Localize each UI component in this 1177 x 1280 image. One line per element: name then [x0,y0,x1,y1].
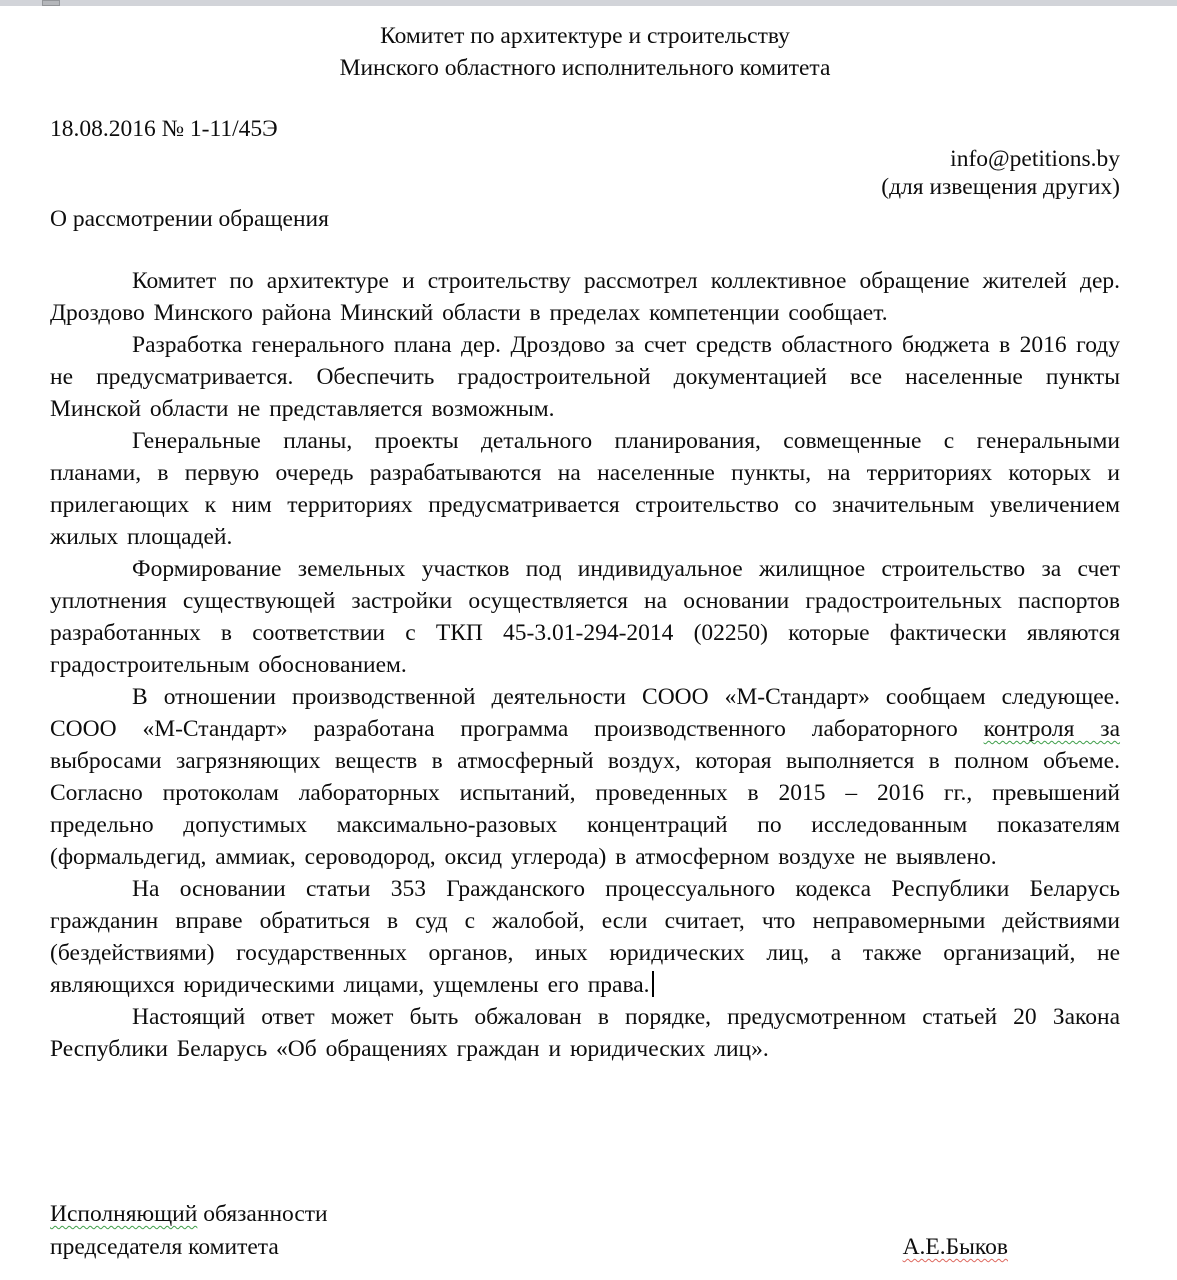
paragraph-m-standart-pre: В отношении производственной деятельности СООО «М-Стандарт» сообщаем следующее. СООО «М-Стандарт» разработана программа производственного лабораторного [50,684,1120,742]
paragraph-m-standart-post: выбросами загрязняющих веществ в атмосферный воздух, которая выполняется в полном объеме. Согласно протоколам лабораторных испытаний, проведенных в 2015 – 2016 гг., превышений предельно допустимых максимально-разовых концентраций по исследованным показателям (формальдегид, аммиак, сероводород, оксид углерода) в атмосферном воздухе не выявлено. [50,748,1120,870]
paragraph-court-appeal-text: На основании статьи 353 Гражданского процессуального кодекса Республики Беларусь гражданин вправе обратиться в суд с жалобой, если считает, что неправомерными действиями (бездействиями) государственных органов, иных юридических лиц, а также организаций, не являющихся юридическими лицами, ущемлены его права. [50,876,1120,998]
addressee-note[interactable]: (для извещения других) [881,174,1120,200]
grammar-flagged-text: Исполняющий [50,1201,198,1227]
signer-position[interactable] [50,1198,328,1264]
signature-block [50,1198,1120,1264]
signer-position-line2: председателя комитета [50,1234,279,1260]
letterhead [50,20,1120,84]
paragraph-court-appeal[interactable] [50,873,1120,1001]
signer-position-line1-rest: обязанности [197,1201,328,1227]
letterhead-org-line2[interactable]: Минского областного исполнительного комитета [339,55,831,81]
letterhead-org-line1[interactable]: Комитет по архитектуре и строительству [380,23,790,49]
subject-line[interactable]: О рассмотрении обращения [50,206,329,232]
letter-body [50,265,1120,1065]
signer-position-line1 [50,1198,328,1231]
addressee-email[interactable]: info@petitions.by [950,146,1120,172]
paragraph-law-reference[interactable]: Настоящий ответ может быть обжалован в порядке, предусмотренном статьей 20 Закона Республики Беларусь «Об обращениях граждан и юридических лиц». [50,1004,1120,1062]
signer-name[interactable]: А.Е.Быков [902,1234,1008,1260]
reference-number[interactable]: 18.08.2016 № 1-11/45Э [50,116,278,142]
paragraph-competence[interactable]: Комитет по архитектуре и строительству рассмотрел коллективное обращение жителей дер. Дроздово Минского района Минский области в пределах компетенции сообщает. [50,268,1120,326]
paragraph-land-plots[interactable]: Формирование земельных участков под индивидуальное жилищное строительство за счет уплотнения существующей застройки осуществляется на основании градостроительных паспортов разработанных в соответствии с ТКП 45-3.01-294-2014 (02250) которые фактически являются градостроительным обоснованием. [50,556,1120,678]
paragraph-genplan-budget[interactable]: Разработка генерального плана дер. Дроздово за счет средств областного бюджета в 2016 году не предусматривается. Обеспечить градостроительной документацией все населенные пункты Минской области не представляется возможным. [50,332,1120,422]
paragraph-general-plans[interactable]: Генеральные планы, проекты детального планирования, совмещенные с генеральными планами, в первую очередь разрабатываются на населенные пункты, на территориях которых и прилегающих к ним территориях предусматривается строительство со значительным увеличением жилых площадей. [50,428,1120,550]
paragraph-m-standart[interactable] [50,681,1120,873]
document-page[interactable] [0,6,1177,1260]
text-cursor [652,971,654,997]
addressee-block [50,145,1120,201]
grammar-flagged-text: контроля за [983,716,1121,742]
